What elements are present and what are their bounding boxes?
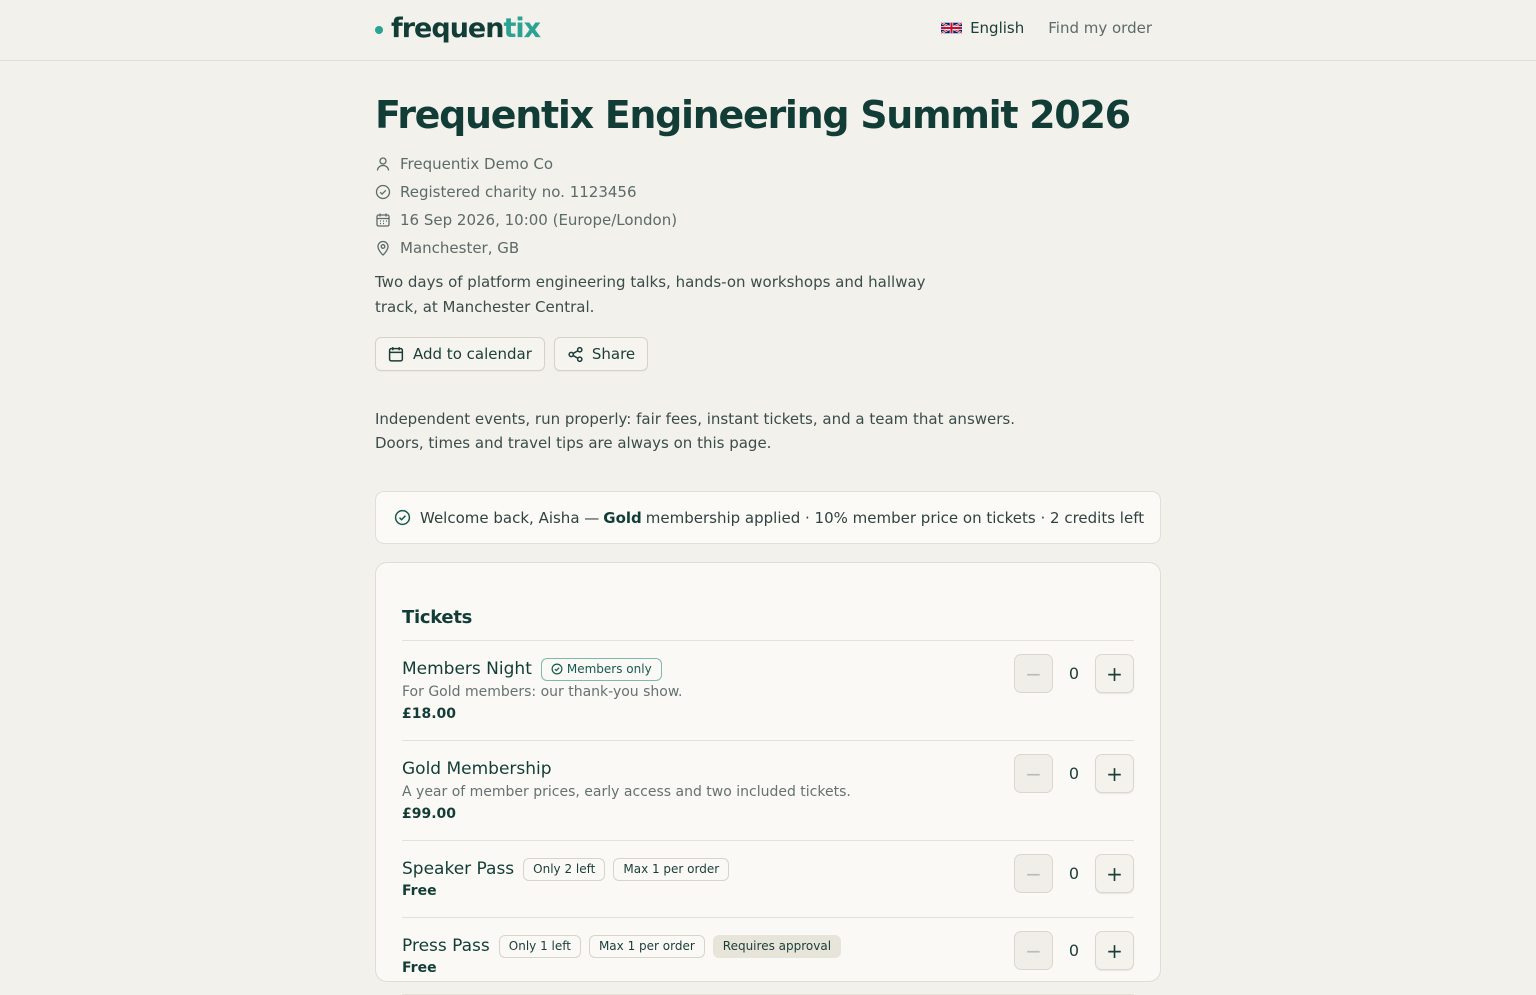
organizer-name: Frequentix Demo Co [400,155,554,173]
event-meta [375,150,1161,262]
ticket-gold-membership [402,741,1134,841]
find-my-order-link[interactable]: Find my order [1048,19,1152,37]
ticket-description: A year of member prices, early access and two included tickets. [402,784,851,800]
header-nav [941,19,1152,37]
quantity-stepper [1014,931,1134,970]
tickets-card [375,562,1161,982]
location-row [375,234,1161,262]
decrease-button[interactable]: − [1014,754,1053,793]
availability-badge: Only 2 left [523,858,605,881]
quantity-value: 0 [1068,664,1080,683]
user-icon [375,156,391,172]
add-to-calendar-button[interactable] [375,337,545,371]
quantity-stepper [1014,754,1134,793]
max-per-order-badge: Max 1 per order [613,858,729,881]
decrease-button[interactable]: − [1014,654,1053,693]
intro-line-2: Doors, times and travel tips are always on this page. [375,434,772,452]
logo[interactable] [375,13,540,44]
check-circle-icon [394,509,411,526]
quantity-stepper [1014,654,1134,693]
intro-text [375,407,1161,455]
logo-dot [375,26,383,34]
language-selector[interactable] [941,19,1024,37]
members-only-badge [541,658,662,681]
event-main [375,61,1161,982]
requires-approval-badge: Requires approval [713,935,841,958]
ticket-name: Speaker Pass [402,859,515,879]
ticket-list [402,640,1134,995]
calendar-add-icon [388,346,405,363]
event-description: Two days of platform engineering talks, hands-on workshops and hallway track, at Manchester Central. [375,273,926,316]
top-bar [0,0,1536,61]
add-to-calendar-label: Add to calendar [413,345,532,363]
check-circle-icon [375,184,391,200]
ticket-price: Free [402,960,437,976]
datetime-row [375,206,1161,234]
organizer-row [375,150,1161,178]
ticket-press-pass [402,918,1134,995]
ticket-members-night [402,641,1134,741]
increase-button[interactable]: + [1095,854,1134,893]
quantity-value: 0 [1068,864,1080,883]
quantity-value: 0 [1068,941,1080,960]
logo-text-main: frequen [391,13,504,44]
ticket-name: Gold Membership [402,759,552,779]
share-icon [567,346,584,363]
uk-flag-icon [941,21,962,35]
availability-badge: Only 1 left [499,935,581,958]
charity-row [375,178,1161,206]
check-circle-icon [551,663,563,675]
ticket-price: Free [402,883,437,899]
ticket-name: Press Pass [402,936,490,956]
charity-number: Registered charity no. 1123456 [400,183,637,201]
ticket-price: £18.00 [402,706,457,722]
badge-label: Members only [566,662,652,676]
ticket-price: £99.00 [402,806,457,822]
ticket-speaker-pass [402,841,1134,918]
increase-button[interactable]: + [1095,654,1134,693]
decrease-button[interactable]: − [1014,854,1053,893]
event-actions [375,337,1161,371]
membership-tier: Gold [603,508,642,527]
intro-line-1: Independent events, run properly: fair fees, instant tickets, and a team that answers. [375,410,1016,428]
tickets-heading: Tickets [402,607,473,628]
increase-button[interactable]: + [1095,931,1134,970]
map-pin-icon [375,240,391,256]
ticket-name: Members Night [402,659,532,679]
membership-banner [375,491,1161,544]
quantity-stepper [1014,854,1134,893]
calendar-icon [375,212,391,228]
increase-button[interactable]: + [1095,754,1134,793]
language-label: English [970,19,1025,37]
event-title: Frequentix Engineering Summit 2026 [375,93,1130,137]
welcome-prefix: Welcome back, Aisha — [420,508,600,527]
share-button[interactable] [554,337,648,371]
welcome-suffix: membership applied · 10% member price on tickets · 2 credits left [645,508,1145,527]
decrease-button[interactable]: − [1014,931,1053,970]
share-label: Share [591,345,636,363]
ticket-description: For Gold members: our thank-you show. [402,684,683,700]
event-datetime: 16 Sep 2026, 10:00 (Europe/London) [400,211,678,229]
event-location: Manchester, GB [400,239,520,257]
max-per-order-badge: Max 1 per order [589,935,705,958]
quantity-value: 0 [1068,764,1080,783]
logo-text-accent: tix [503,13,541,44]
